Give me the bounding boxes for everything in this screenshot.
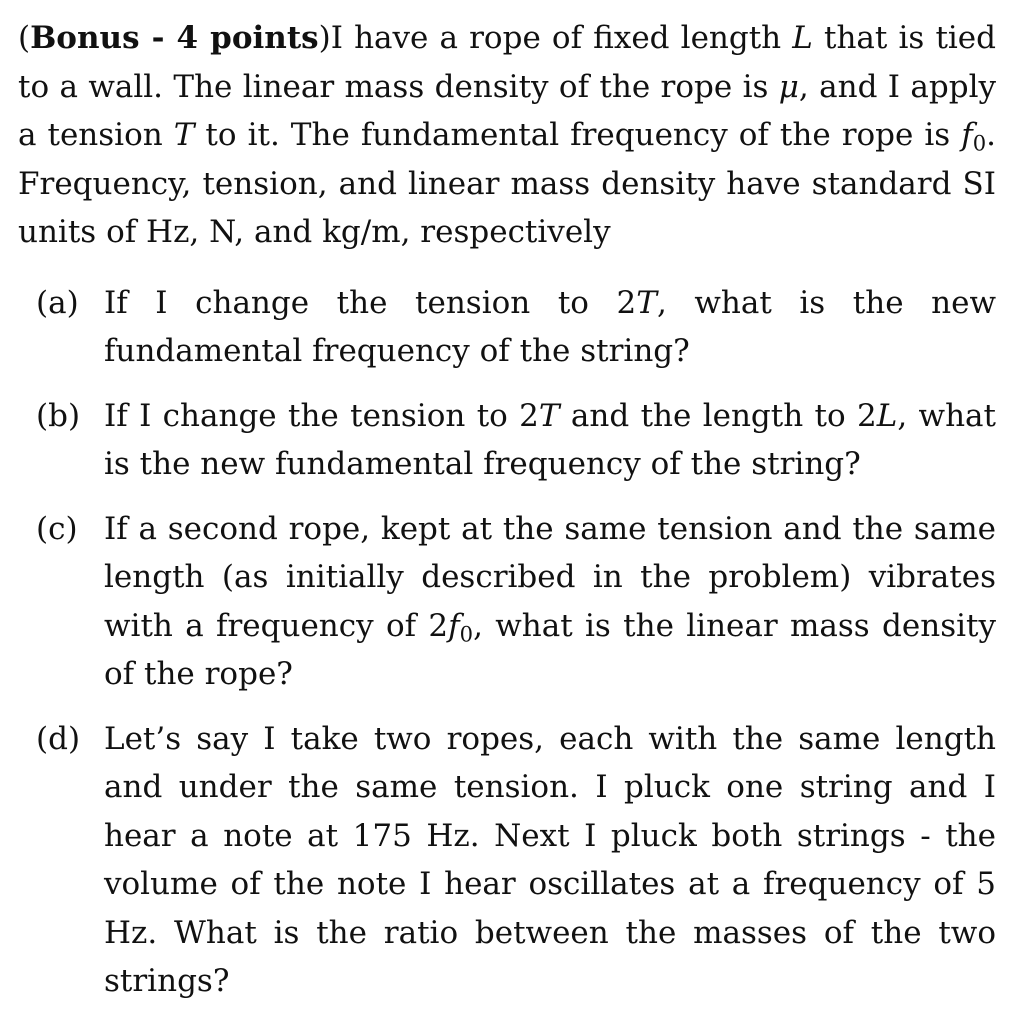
problem-intro: (Bonus - 4 points)I have a rope of fixed length L that is tied to a wall. The linear mass density of the rope is μ, and I apply a tension T to it. The fundamental frequency of the rope is $f_0$. Frequency, tension, and linear mass density have standard SI units of Hz, N, and kg/m, respectively (18, 20, 996, 250)
question-label: (c) (36, 510, 78, 547)
symbol-tension: T (636, 284, 657, 321)
question-text-part: If a second rope, kept at the same tension and the same length (as initially described in the problem) vibrates with a frequency of 2 (104, 510, 996, 644)
symbol-tension: T (173, 117, 195, 153)
question-a (18, 279, 996, 376)
question-b (18, 392, 996, 489)
question-text-part: Let’s say I take two ropes, each with the same length and under the same tension. I pluck one string and I hear a note at 175 Hz. Next I pluck both strings - the volume of the note I hear oscillates at a frequency of 5 Hz. What is the ratio between the masses of the two strings? (104, 720, 996, 999)
symbol-length: L (792, 20, 813, 56)
question-c (18, 505, 996, 699)
symbol-frequency: f (961, 117, 973, 153)
question-text (104, 715, 996, 1006)
question-list (18, 279, 996, 1006)
question-text-part: , what is the new fundamental frequency of the string? (104, 397, 996, 482)
question-text-part: , what is the linear mass density of the rope? (104, 607, 996, 692)
bonus-label: Bonus - 4 points (30, 20, 319, 56)
symbol-tension: T (538, 397, 560, 434)
intro-text-b: that is tied to a wall. The linear mass density of the rope is (18, 20, 996, 105)
question-text-part: and the length to 2 (559, 397, 877, 434)
question-text (104, 392, 996, 489)
intro-text-d: to it. The fundamental frequency of the rope is (194, 117, 962, 153)
subscript-zero: 0 (459, 620, 474, 646)
question-text-part: , what is the new fundamental frequency of the string? (104, 284, 996, 369)
question-text-part: If I change the tension to 2 (104, 284, 637, 321)
intro-text-c: , and I apply a tension (18, 68, 996, 153)
question-label: (a) (36, 284, 79, 321)
question-text (104, 279, 996, 376)
intro-text-a: I have a rope of fixed length (330, 20, 793, 56)
question-label: (d) (36, 720, 81, 757)
symbol-frequency: f (448, 607, 460, 644)
intro-text-e: . Frequency, tension, and linear mass density have standard SI units of Hz, N, and kg/m, respectively (18, 117, 996, 250)
question-d (18, 715, 996, 1006)
symbol-length: L (876, 397, 898, 434)
question-text-part: If I change the tension to 2 (104, 397, 539, 434)
question-text (104, 505, 996, 699)
symbol-mu: μ (778, 68, 799, 105)
question-label: (b) (36, 397, 81, 434)
subscript-zero: 0 (972, 130, 987, 156)
